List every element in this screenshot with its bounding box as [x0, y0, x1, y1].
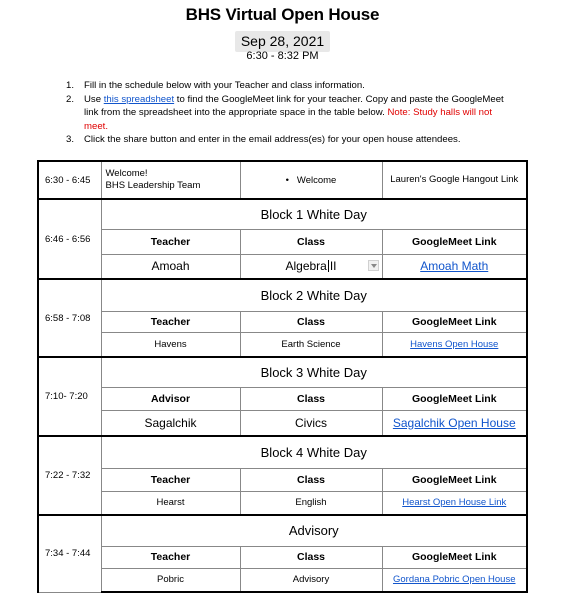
study-hall-note: Note: Study halls will not meet.	[84, 107, 492, 132]
hangout-link-cell[interactable]: Lauren's Google Hangout Link	[382, 161, 527, 199]
time-cell[interactable]: 6:30 - 6:45	[38, 161, 101, 199]
instruction-text-post: to find the GoogleMeet link for your teacher. Copy and paste the GoogleMeet link from the spreadsheet into the appropriate space in the table below.	[84, 93, 504, 118]
time-cell[interactable]: 6:46 - 6:56	[38, 199, 101, 279]
teacher-cell[interactable]: Pobric	[101, 568, 240, 592]
class-cell[interactable]: Earth Science	[240, 332, 382, 357]
block-title-row	[38, 515, 527, 546]
teacher-cell[interactable]: Hearst	[101, 491, 240, 515]
instruction-number: 2.	[66, 93, 75, 105]
class-cell[interactable]: English	[240, 491, 382, 515]
teacher-cell[interactable]: Amoah	[101, 254, 240, 279]
block-title-row	[38, 436, 527, 468]
block-title[interactable]: Advisory	[101, 515, 527, 546]
block-title-row	[38, 279, 527, 311]
header-class[interactable]: Class	[240, 229, 382, 254]
header-googlemeet[interactable]: GoogleMeet Link	[382, 229, 527, 254]
header-teacher[interactable]: Teacher	[101, 546, 240, 568]
googlemeet-cell[interactable]	[382, 254, 527, 279]
header-class[interactable]: Class	[240, 387, 382, 410]
googlemeet-cell[interactable]	[382, 410, 527, 436]
header-googlemeet[interactable]: GoogleMeet Link	[382, 546, 527, 568]
googlemeet-cell[interactable]	[382, 491, 527, 515]
class-cell[interactable]: Civics	[240, 410, 382, 436]
instruction-item	[66, 79, 516, 93]
spreadsheet-link[interactable]: this spreadsheet	[103, 93, 175, 105]
instruction-number: 1.	[66, 80, 75, 91]
text-cursor	[328, 260, 329, 272]
table-row	[38, 332, 527, 357]
block-title-row	[38, 199, 527, 229]
class-cell[interactable]	[240, 254, 382, 279]
table-row	[38, 254, 527, 279]
header-class[interactable]: Class	[240, 468, 382, 491]
block-title[interactable]: Block 1 White Day	[101, 199, 527, 229]
table-row	[38, 568, 527, 592]
column-header-row	[38, 546, 527, 568]
googlemeet-link[interactable]: Sagalchik Open House	[392, 415, 516, 430]
column-header-row	[38, 387, 527, 410]
leadership-team-text: BHS Leadership Team	[105, 180, 201, 191]
column-header-row	[38, 311, 527, 332]
instruction-item	[66, 93, 516, 134]
table-row	[38, 410, 527, 436]
instruction-text: Fill in the schedule below with your Teacher and class information.	[84, 80, 365, 91]
time-cell[interactable]: 7:22 - 7:32	[38, 436, 101, 515]
welcome-bullet-cell[interactable]	[240, 161, 382, 199]
header-teacher[interactable]: Teacher	[101, 311, 240, 332]
block-title-row	[38, 357, 527, 387]
instruction-text: Click the share button and enter in the email address(es) for your open house attendees.	[84, 134, 461, 145]
event-date[interactable]: Sep 28, 2021	[235, 31, 330, 52]
class-text-suffix: II	[329, 259, 337, 274]
instructions-list	[66, 79, 516, 147]
class-text: Algebra	[285, 259, 327, 274]
instruction-number: 3.	[66, 134, 75, 145]
googlemeet-link[interactable]: Hearst Open House Link	[402, 497, 507, 509]
welcome-cell[interactable]	[101, 161, 240, 199]
header-teacher[interactable]: Teacher	[101, 229, 240, 254]
advisor-cell[interactable]: Sagalchik	[101, 410, 240, 436]
column-header-row	[38, 468, 527, 491]
googlemeet-link[interactable]: Amoah Math	[420, 259, 489, 274]
googlemeet-cell[interactable]	[382, 568, 527, 592]
header-teacher[interactable]: Teacher	[101, 468, 240, 491]
header-class[interactable]: Class	[240, 311, 382, 332]
schedule-table	[37, 160, 528, 593]
date-row	[0, 31, 565, 52]
time-cell[interactable]: 7:10- 7:20	[38, 357, 101, 436]
header-googlemeet[interactable]: GoogleMeet Link	[382, 468, 527, 491]
page-title: BHS Virtual Open House	[185, 5, 380, 24]
time-cell[interactable]: 7:34 - 7:44	[38, 515, 101, 592]
googlemeet-cell[interactable]	[382, 332, 527, 357]
header-googlemeet[interactable]: GoogleMeet Link	[382, 387, 527, 410]
column-header-row	[38, 229, 527, 254]
event-time: 6:30 - 8:32 PM	[246, 50, 319, 62]
time-cell[interactable]: 6:58 - 7:08	[38, 279, 101, 357]
class-cell[interactable]: Advisory	[240, 568, 382, 592]
dropdown-arrow-icon[interactable]	[368, 260, 379, 271]
block-title[interactable]: Block 4 White Day	[101, 436, 527, 468]
block-title[interactable]: Block 2 White Day	[101, 279, 527, 311]
teacher-cell[interactable]: Havens	[101, 332, 240, 357]
instruction-text-pre: Use	[84, 93, 104, 105]
header-advisor[interactable]: Advisor	[101, 387, 240, 410]
welcome-label: Welcome	[296, 174, 337, 186]
table-row	[38, 491, 527, 515]
welcome-text: Welcome!	[105, 168, 148, 179]
googlemeet-link[interactable]: Havens Open House	[410, 338, 499, 350]
googlemeet-link[interactable]: Gordana Pobric Open House	[392, 574, 516, 586]
instruction-item	[66, 133, 516, 147]
bullet-icon: •	[285, 174, 289, 186]
welcome-row	[38, 161, 527, 199]
header-googlemeet[interactable]: GoogleMeet Link	[382, 311, 527, 332]
header-class[interactable]: Class	[240, 546, 382, 568]
block-title[interactable]: Block 3 White Day	[101, 357, 527, 387]
